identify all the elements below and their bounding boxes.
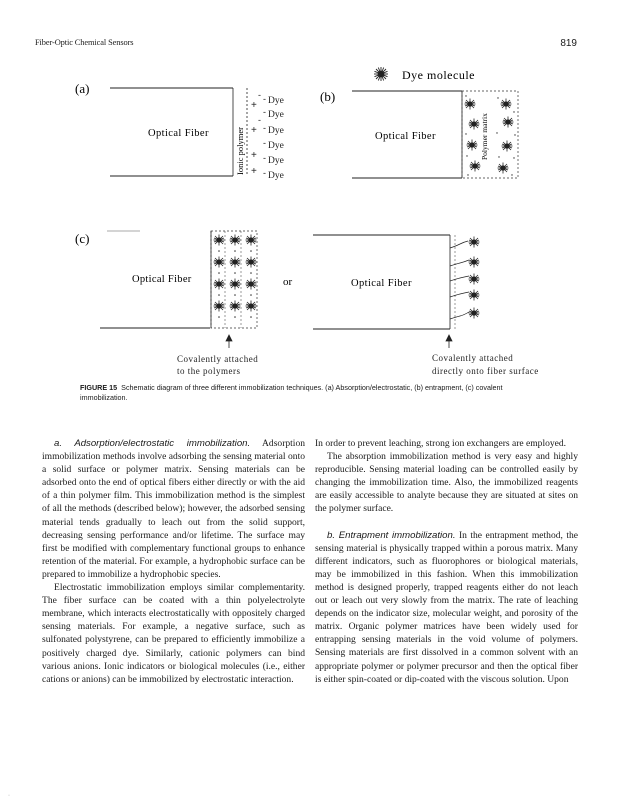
arrow-surface: [446, 335, 452, 348]
covalent-surface-line1: Covalently attached: [432, 353, 514, 363]
paragraph: [42, 437, 305, 581]
left-column: [42, 437, 305, 686]
paragraph-text: Adsorption immobilization methods involve adsorbing the sensing material onto a solid surface or polymer matrix. Sensing materials can be adsorbed onto the end of optical fibers either directly or with the aid of a thin polymer film. This immobilization method is the simplest of all the methods (described below); however, the adsorbed sensing material tends gradually to leach out from the solid support, decreasing sensing performance and/or lifetime. The surface may first be modified with complementary functional groups to enhance retention of the material. For example, a hydrophobic surface can be prepared to immobilize a hydrophobic species.: [42, 438, 305, 580]
arrow-polymers: [226, 335, 232, 348]
or-label: or: [283, 276, 293, 288]
legend-dye-icon: [374, 67, 388, 81]
right-column: [315, 437, 578, 686]
paragraph: Electrostatic immobilization employs similar complementarity. The fiber surface can be coated with a thin polyelectrolyte membrane, which interacts electrostatically with oppositely charged sensing materials. For example, a negative surface, such as sulfonated polystyrene, can be prepared to efficiently immobilize a positively charged dye. Similarly, cationic polymers can bind various anions. Ionic indicators or biological molecules (i.e., either cations or anions) can be immobilized by electrostatic interaction.: [42, 582, 305, 685]
svg-text:+: +: [251, 125, 257, 136]
optical-fiber-label-c1: Optical Fiber: [132, 274, 192, 285]
svg-text:-: -: [263, 94, 266, 104]
covalent-surface-line2: directly onto fiber surface: [432, 366, 539, 376]
figure-caption: [80, 383, 540, 403]
optical-fiber-label-b: Optical Fiber: [375, 131, 436, 142]
panel-a-label: (a): [75, 81, 90, 96]
svg-text:-: -: [263, 107, 266, 117]
svg-text:-: -: [263, 138, 266, 148]
panel-c-label: (c): [75, 231, 90, 246]
surface-dyes-c: [469, 237, 480, 319]
covalent-polymers-line2: to the polymers: [177, 366, 241, 376]
polymer-matrix-label: Polymer matrix: [480, 113, 489, 160]
svg-text:-: -: [258, 115, 261, 125]
dye-label: Dye: [268, 171, 284, 181]
dye-label: Dye: [268, 126, 284, 136]
covalent-polymers-line1: Covalently attached: [177, 354, 259, 364]
paragraph: The absorption immobilization method is very easy and highly reproducible. Sensing material loading can be controlled easily by changing the immobilization time. Also, the immobilized reagents are easily accessible to analyte because they are situated at sites on the polymer surface.: [315, 451, 578, 515]
dye-labels-a: [263, 94, 266, 178]
paragraph-text: In the entrapment method, the sensing material is physically trapped within a porous matrix. Many different indicators, such as fluorophores or biological materials, may be immobilized in this fashion. When this immobilization method is designed properly, trapped reagents either do not leach out or leach out very slowly from the matrix. The rate of leaching depends on the indicator size, molecular weight, and porosity of the matrix. Organic polymer matrices have been widely used for entrapping sensing materials in the void volume of polymers. Sensing materials are first dissolved in a common solvent with an appropriate polymer or polymer precursor and then the optical fiber is either spin-coated or dip-coated with the viscous solution. Upon: [315, 529, 578, 685]
ionic-polymer-label: Ionic polymer: [235, 127, 245, 175]
section-heading: a. Adsorption/electrostatic immobilization.: [54, 438, 251, 449]
svg-text:-: -: [263, 123, 266, 133]
page-number: 819: [560, 38, 577, 49]
paragraph: [315, 529, 578, 686]
figure-caption-label: FIGURE 15: [80, 383, 118, 392]
page-mark: ·: [8, 793, 10, 799]
trapped-dyes-b: [465, 99, 514, 174]
figure-caption-text: Schematic diagram of three different immobilization techniques. (a) Absorption/electrostatic, (b) entrapment, (c) covalent immobilization.: [80, 383, 503, 402]
dye-label: Dye: [268, 110, 284, 120]
svg-text:-: -: [258, 90, 261, 100]
dye-label: Dye: [268, 141, 284, 151]
optical-fiber-label-a: Optical Fiber: [148, 128, 209, 139]
section-heading: b. Entrapment immobilization.: [327, 529, 456, 541]
svg-text:+: +: [251, 100, 257, 111]
paragraph: In order to prevent leaching, strong ion exchangers are employed.: [315, 438, 567, 449]
dye-label: Dye: [268, 156, 284, 166]
svg-text:-: -: [263, 168, 266, 178]
charges-a: [251, 90, 261, 177]
surface-links-c: [450, 241, 469, 319]
legend-dye-label: Dye molecule: [402, 68, 475, 82]
panel-b-label: (b): [320, 89, 336, 104]
svg-text:+: +: [251, 150, 257, 161]
dye-label: Dye: [268, 96, 284, 106]
optical-fiber-label-c2: Optical Fiber: [351, 278, 412, 289]
svg-text:+: +: [251, 166, 257, 177]
running-title: Fiber-Optic Chemical Sensors: [35, 38, 134, 47]
svg-text:-: -: [263, 153, 266, 163]
